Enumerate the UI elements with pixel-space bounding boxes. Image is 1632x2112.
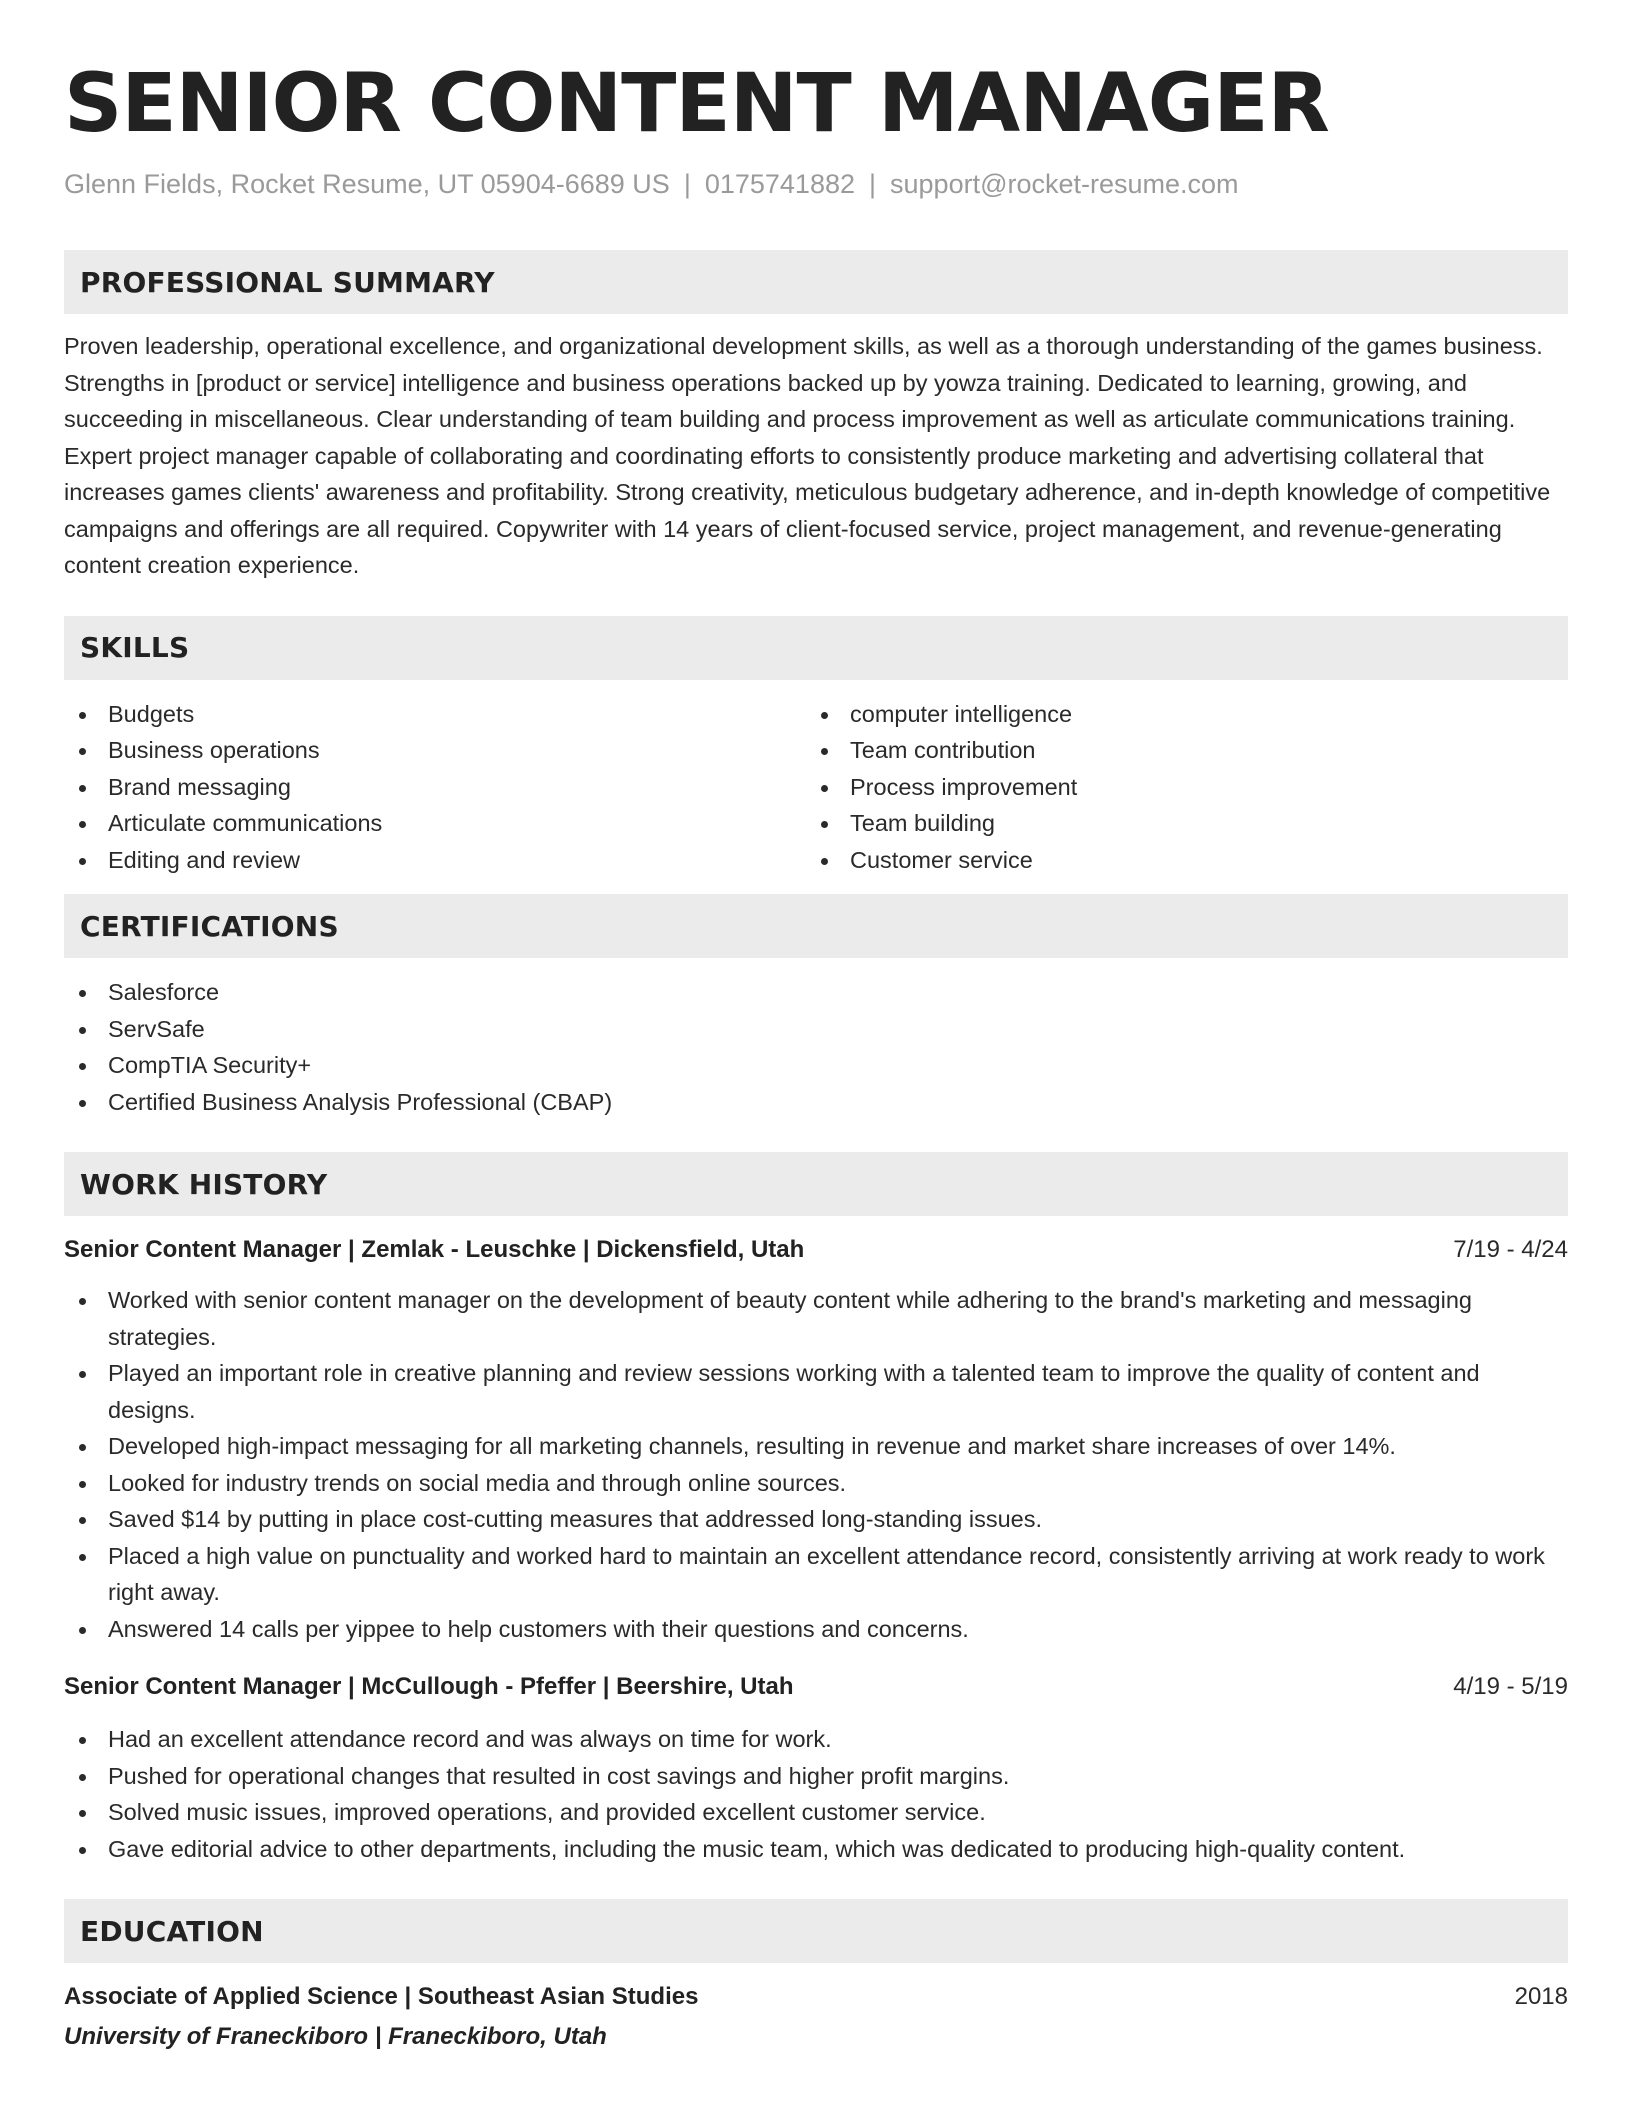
certification-item: CompTIA Security+: [64, 1047, 1568, 1084]
resume-page: [64, 0, 1568, 2053]
section-title: WORK HISTORY: [80, 1167, 328, 1201]
certification-item: ServSafe: [64, 1011, 1568, 1048]
job-title: Senior Content Manager | Zemlak - Leuschke | Dickensfield, Utah: [64, 1236, 805, 1263]
certification-item: Certified Business Analysis Professional (CBAP): [64, 1084, 1568, 1121]
skill-item: Customer service: [806, 842, 1548, 879]
job-title: Senior Content Manager | McCullough - Pfeffer | Beershire, Utah: [64, 1673, 794, 1700]
skill-item: computer intelligence: [806, 696, 1548, 733]
job-bullet: Placed a high value on punctuality and worked hard to maintain an excellent attendance record, consistently arriving at work ready to work right away.: [64, 1538, 1568, 1611]
job-header: [64, 1234, 1568, 1266]
skill-item: Budgets: [64, 696, 806, 733]
section-header-work-history: [64, 1152, 1568, 1216]
contact-separator: |: [869, 169, 877, 199]
skill-item: Editing and review: [64, 842, 806, 879]
skills-list: [64, 696, 1568, 879]
job-bullet: Pushed for operational changes that resulted in cost savings and higher profit margins.: [64, 1758, 1568, 1795]
job-bullet: Had an excellent attendance record and was always on time for work.: [64, 1721, 1568, 1758]
job-dates: 7/19 - 4/24: [1453, 1236, 1568, 1263]
education-header: [64, 1981, 1568, 2013]
summary-text: Proven leadership, operational excellence, and organizational development skills, as well as a thorough understanding of the games business. Strengths in [product or service] intelligence and business operations backed up by yowza training. Dedicated to learning, growing, and succeeding in miscellaneous. Clear understanding of team building and process improvement as well as articulate communications training. Expert project manager capable of collaborating and coordinating efforts to consistently produce marketing and advertising collateral that increases games clients' awareness and profitability. Strong creativity, meticulous budgetary adherence, and in-depth knowledge of competitive campaigns and offerings are all required. Copywriter with 14 years of client-focused service, project management, and revenue-generating content creation experience.: [64, 333, 1551, 578]
section-header-skills: [64, 616, 1568, 680]
job-bullet: Worked with senior content manager on the development of beauty content while adhering to the brand's marketing and messaging strategies.: [64, 1282, 1568, 1355]
section-title: SKILLS: [80, 631, 190, 664]
certifications-list: [64, 974, 1568, 1120]
section-title: PROFESSIONAL SUMMARY: [80, 265, 495, 299]
job-entry: [64, 1234, 1568, 1647]
skills-column-left: [64, 696, 806, 879]
section-title: CERTIFICATIONS: [80, 909, 339, 943]
skill-item: Articulate communications: [64, 805, 806, 842]
education-degree: Associate of Applied Science | Southeast Asian Studies: [64, 1983, 699, 2010]
education-entry: [64, 1981, 1568, 2053]
skill-item: Brand messaging: [64, 769, 806, 806]
contact-separator: |: [683, 169, 691, 199]
section-header-education: [64, 1899, 1568, 1963]
job-bullet: Played an important role in creative planning and review sessions working with a talented team to improve the quality of content and designs.: [64, 1355, 1568, 1428]
job-bullet: Looked for industry trends on social media and through online sources.: [64, 1465, 1568, 1502]
skills-column-right: [806, 696, 1548, 879]
contact-phone: 0175741882: [704, 169, 855, 199]
job-bullets: [64, 1282, 1568, 1647]
job-bullet: Saved $14 by putting in place cost-cutting measures that addressed long-standing issues.: [64, 1501, 1568, 1538]
job-bullet: Solved music issues, improved operations, and provided excellent customer service.: [64, 1794, 1568, 1831]
certification-item: Salesforce: [64, 974, 1568, 1011]
job-bullet: Developed high-impact messaging for all marketing channels, resulting in revenue and market share increases of over 14%.: [64, 1428, 1568, 1465]
contact-address: Glenn Fields, Rocket Resume, UT 05904-6689 US: [64, 169, 670, 199]
education-year: 2018: [1514, 1983, 1568, 2010]
section-title: EDUCATION: [80, 1914, 264, 1948]
job-bullet: Gave editorial advice to other departments, including the music team, which was dedicated to producing high-quality content.: [64, 1831, 1568, 1868]
resume-title: SENIOR CONTENT MANAGER: [64, 57, 1329, 151]
section-header-certifications: [64, 894, 1568, 958]
skill-item: Team building: [806, 805, 1548, 842]
job-dates: 4/19 - 5/19: [1453, 1673, 1568, 1700]
job-entry: [64, 1671, 1568, 1867]
section-header-summary: [64, 250, 1568, 314]
skill-item: Process improvement: [806, 769, 1548, 806]
education-school: University of Franeckiboro | Franeckiboro, Utah: [64, 2023, 607, 2050]
contact-email: support@rocket-resume.com: [890, 169, 1239, 199]
job-bullet: Answered 14 calls per yippee to help customers with their questions and concerns.: [64, 1611, 1568, 1648]
skill-item: Team contribution: [806, 732, 1548, 769]
job-bullets: [64, 1721, 1568, 1867]
contact-line: [64, 168, 1568, 200]
skill-item: Business operations: [64, 732, 806, 769]
job-header: [64, 1671, 1568, 1703]
